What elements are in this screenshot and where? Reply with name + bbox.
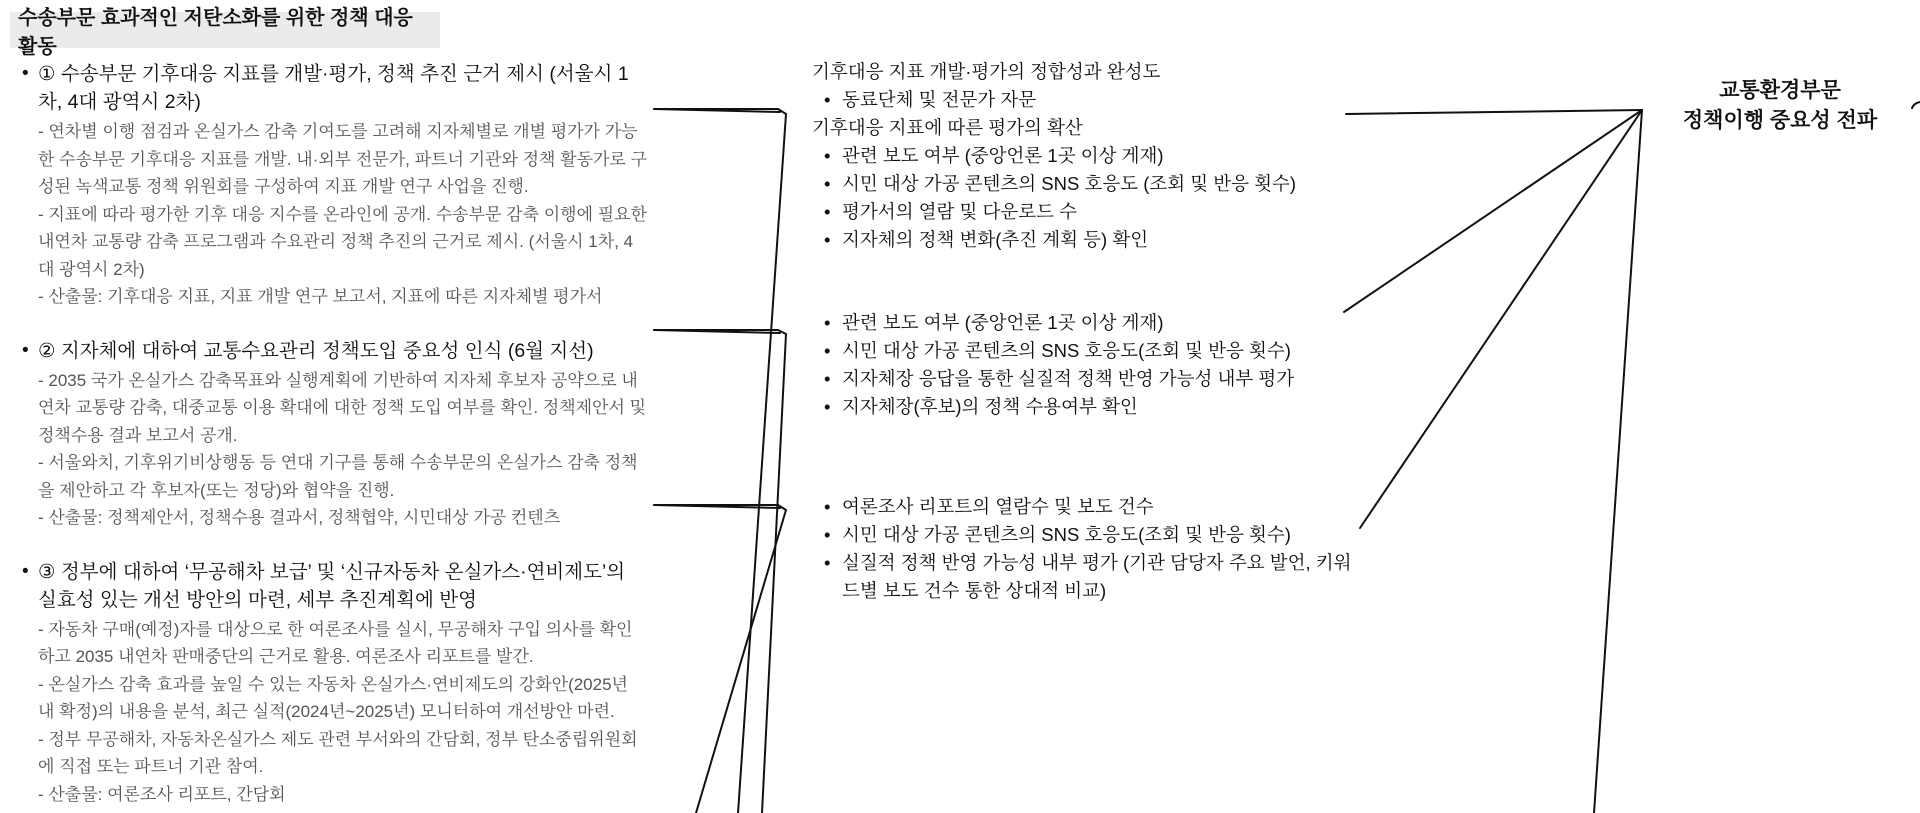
activity-3-detail-2: - 온실가스 감축 효과를 높일 수 있는 자동차 온실가스·연비제도의 강화안(2025년 내 확정)의 내용을 분석, 최근 실적(2024년~2025년) 모니터하여 개선방안 마련. — [38, 674, 628, 721]
activity-1-heading: ① 수송부문 기후대응 지표를 개발·평가, 정책 추진 근거 제시 (서울시 1차, 4대 광역시 2차) — [38, 63, 629, 113]
activity-3-detail-1: - 자동차 구매(예정)자를 대상으로 한 여론조사를 실시, 무공해차 구입 의사를 확인하고 2035 내연차 판매중단의 근거로 활용. 여론조사 리포트를 발간. — [38, 619, 633, 666]
connector-outcome-down — [1594, 110, 1642, 813]
indicator-group-1-heading-2: 기후대응 지표에 따른 평가의 확산 — [812, 117, 1083, 138]
indicator-item: • 실질적 정책 반영 가능성 내부 평가 (기관 담당자 주요 발언, 키워드별 보도 건수 통한 상대적 비교) — [812, 549, 1352, 605]
outcome-line-2: 정책이행 중요성 전파 — [1682, 109, 1878, 132]
indicator-item: • 동료단체 및 전문가 자문 — [812, 86, 1352, 114]
indicator-item: • 지자체의 정책 변화(추진 계획 등) 확인 — [812, 226, 1352, 254]
indicator-item: • 시민 대상 가공 콘텐츠의 SNS 호응도(조회 및 반응 횟수) — [812, 337, 1352, 365]
indicator-item: • 여론조사 리포트의 열람수 및 보도 건수 — [812, 493, 1352, 521]
activity-1-detail-1: - 연차별 이행 점검과 온실가스 감축 기여도를 고려해 지자체별로 개별 평가가 가능한 수송부문 기후대응 지표를 개발. 내·외부 전문가, 파트너 기관와 정책 활동가로 구성된 녹색교통 정책 위원회를 구성하여 지표 개발 연구 사업을 진행. — [38, 122, 647, 196]
bullet-dot: • — [22, 63, 29, 84]
indicator-item: • 평가서의 열람 및 다운로드 수 — [812, 198, 1352, 226]
activity-2-heading: ② 지자체에 대하여 교통수요관리 정책도입 중요성 인식 (6월 지선) — [38, 339, 594, 362]
indicator-group-1-heading-1: 기후대응 지표 개발·평가의 정합성과 완성도 — [812, 61, 1161, 82]
connector-outcome-right-stub — [1912, 102, 1920, 108]
indicator-item: • 관련 보도 여부 (중앙언론 1곳 이상 게재) — [812, 309, 1352, 337]
activity-2-detail-1: - 2035 국가 온실가스 감축목표와 실행계획에 기반하여 지자체 후보자 공약으로 내연차 교통량 감축, 대중교통 이용 확대에 대한 정책 도입 여부를 확인. 정책제안서 및 정책수용 결과 보고서 공개. — [38, 370, 647, 445]
indicator-item: • 시민 대상 가공 콘텐츠의 SNS 호응도 (조회 및 반응 횟수) — [812, 170, 1352, 198]
activity-3-detail-3: - 정부 무공해차, 자동차온실가스 제도 관련 부서와의 간담회, 정부 탄소중립위원회에 직접 또는 파트너 기관 참여. — [38, 729, 638, 776]
activity-1-detail-2: - 지표에 따라 평가한 기후 대응 지수를 온라인에 공개. 수송부문 감축 이행에 필요한 내연차 교통량 감축 프로그램과 수요관리 정책 추진의 근거로 제시. (서울시 1차, 4대 광역시 2차) — [38, 204, 647, 279]
activity-1-detail-3: - 산출물: 기후대응 지표, 지표 개발 연구 보고서, 지표에 따른 지자체별 평가서 — [38, 287, 603, 306]
outcome-line-1: 교통환경부문 — [1719, 79, 1841, 102]
indicator-item: • 지자체장 응답을 통한 실질적 정책 반영 가능성 내부 평가 — [812, 365, 1352, 393]
connector-activity1-bracket — [654, 109, 786, 813]
indicator-item: • 관련 보도 여부 (중앙언론 1곳 이상 게재) — [812, 142, 1352, 170]
connector-group1-to-outcome — [1346, 110, 1642, 114]
connector-activity3-bracket — [654, 505, 786, 813]
connector-group2-to-outcome — [1344, 110, 1642, 312]
indicator-item: • 시민 대상 가공 콘텐츠의 SNS 호응도(조회 및 반응 횟수) — [812, 521, 1352, 549]
diagram-title: 수송부문 효과적인 저탄소화를 위한 정책 대응 활동 — [10, 12, 440, 48]
bullet-dot: • — [22, 339, 29, 361]
indicator-item: • 지자체장(후보)의 정책 수용여부 확인 — [812, 393, 1352, 421]
activity-2-detail-2: - 서울와치, 기후위기비상행동 등 연대 기구를 통해 수송부문의 온실가스 감축 정책을 제안하고 각 후보자(또는 정당)와 협약을 진행. — [38, 453, 638, 500]
activity-2-detail-3: - 산출물: 정책제안서, 정책수용 결과서, 정책협약, 시민대상 가공 컨텐츠 — [38, 508, 561, 527]
bullet-dot: • — [22, 560, 29, 582]
activity-3-heading: ③ 정부에 대하여 ‘무공해차 보급’ 및 ‘신규자동차 온실가스·연비제도’의 실효성 있는 개선 방안의 마련, 세부 추진계획에 반영 — [38, 560, 626, 611]
activity-3-detail-4: - 산출물: 여론조사 리포트, 간담회 — [38, 784, 286, 804]
connector-group3-to-outcome — [1360, 110, 1642, 528]
